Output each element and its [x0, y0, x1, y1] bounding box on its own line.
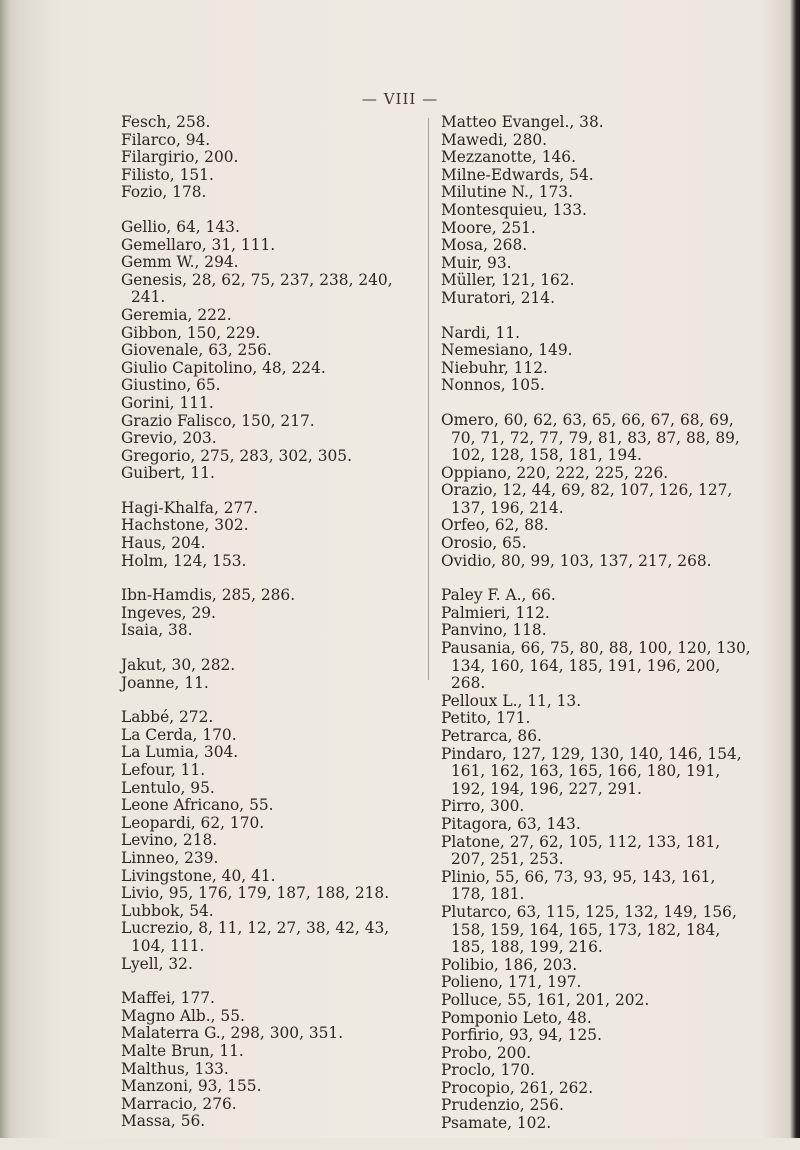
index-entry: Joanne, 11.: [121, 673, 209, 692]
index-entry: Ibn-Hamdis, 285, 286.: [121, 586, 296, 605]
index-entry: Muir, 93.: [441, 253, 512, 272]
index-entry: Filargirio, 200.: [121, 148, 239, 167]
index-entry: Leone Africano, 55.: [121, 796, 274, 815]
index-entry: Leopardi, 62, 170.: [121, 813, 265, 832]
index-entry: Orazio, 12, 44, 69, 82, 107, 126, 127, 137, 196, 214.: [441, 481, 733, 517]
index-entry: Petito, 171.: [441, 709, 531, 728]
index-entry: Mawedi, 280.: [441, 130, 548, 149]
index-entry: Hagi-Khalfa, 277.: [121, 498, 259, 517]
index-entry: Nonnos, 105.: [441, 376, 545, 395]
index-entry: Müller, 121, 162.: [441, 271, 575, 290]
index-entry: Gemm W., 294.: [121, 253, 239, 272]
index-entry: Plinio, 55, 66, 73, 93, 95, 143, 161, 178, 181.: [441, 867, 716, 904]
index-entry: Hachstone, 302.: [121, 516, 249, 535]
index-entry: Psamate, 102.: [441, 1114, 552, 1133]
index-entry: Geremia, 222.: [121, 305, 232, 324]
index-entry: Lyell, 32.: [121, 954, 193, 973]
index-entry: La Cerda, 170.: [121, 725, 237, 744]
index-entry: Manzoni, 93, 155.: [121, 1077, 262, 1096]
index-entry: Jakut, 30, 282.: [121, 656, 236, 675]
index-entry: Grevio, 203.: [121, 429, 217, 448]
index-entry: Oppiano, 220, 222, 225, 226.: [441, 463, 669, 482]
index-entry: Palmieri, 112.: [441, 603, 550, 622]
index-entry: Pindaro, 127, 129, 130, 140, 146, 154, 161, 162, 163, 165, 166, 180, 191, 192, 194, 196, 227, 291.: [441, 744, 742, 798]
index-entry: Nemesiano, 149.: [441, 341, 573, 360]
index-entry: Polibio, 186, 203.: [441, 955, 578, 974]
index-entry: Procopio, 261, 262.: [441, 1078, 594, 1097]
index-entry: Paley F. A., 66.: [441, 586, 556, 605]
index-entry: Livio, 95, 176, 179, 187, 188, 218.: [121, 884, 390, 903]
index-entry: Ingeves, 29.: [121, 603, 216, 622]
index-entry: Pirro, 300.: [441, 797, 525, 816]
index-entry: Polluce, 55, 161, 201, 202.: [441, 990, 650, 1009]
index-entry: Moore, 251.: [441, 218, 536, 237]
index-entry: Labbé, 272.: [121, 708, 214, 727]
index-entry: Malaterra G., 298, 300, 351.: [121, 1024, 344, 1043]
index-entry: Probo, 200.: [441, 1043, 532, 1062]
index-entry: Gorini, 111.: [121, 393, 214, 412]
index-entry: Gellio, 64, 143.: [121, 217, 240, 236]
index-entry: Pitagora, 63, 143.: [441, 814, 581, 833]
index-entry: Giulio Capitolino, 48, 224.: [121, 358, 326, 377]
index-entry: Platone, 27, 62, 105, 112, 133, 181, 207, 251, 253.: [441, 832, 721, 869]
index-entry: Levino, 218.: [121, 831, 218, 850]
letter-group: [121, 587, 421, 640]
index-entry: Gemellaro, 31, 111.: [121, 235, 276, 254]
index-entry: Pelloux L., 11, 13.: [441, 691, 582, 710]
index-entry: Pausania, 66, 75, 80, 88, 100, 120, 130, 134, 160, 164, 185, 191, 196, 200, 268.: [441, 639, 751, 693]
letter-group: [121, 657, 421, 692]
index-entry: Polieno, 171, 197.: [441, 973, 582, 992]
letter-group: [441, 587, 753, 1132]
index-entry: Niebuhr, 112.: [441, 358, 548, 377]
index-entry: Haus, 204.: [121, 534, 206, 553]
index-entry: Orosio, 65.: [441, 534, 527, 553]
index-entry: Omero, 60, 62, 63, 65, 66, 67, 68, 69, 70, 71, 72, 77, 79, 81, 83, 87, 88, 89, 102, 128, 158, 181, 194.: [441, 410, 740, 465]
index-entry: Pomponio Leto, 48.: [441, 1008, 592, 1027]
index-entry: Muratori, 214.: [441, 288, 555, 307]
index-entry: Malte Brun, 11.: [121, 1041, 244, 1060]
index-entry: Montesquieu, 133.: [441, 200, 587, 219]
index-entry: Genesis, 28, 62, 75, 237, 238, 240, 241.: [121, 270, 393, 307]
letter-group: [121, 500, 421, 570]
letter-group: [121, 709, 421, 973]
index-entry: Lucrezio, 8, 11, 12, 27, 38, 42, 43, 104, 111.: [121, 919, 390, 955]
index-entry: Linneo, 239.: [121, 848, 219, 867]
index-entry: Filarco, 94.: [121, 130, 211, 149]
index-entry: Ovidio, 80, 99, 103, 137, 217, 268.: [441, 551, 712, 570]
index-entry: Fesch, 258.: [121, 113, 211, 131]
index-entry: Orfeo, 62, 88.: [441, 516, 549, 535]
index-entry: Mosa, 268.: [441, 236, 528, 255]
index-entry: Marracio, 276.: [121, 1094, 237, 1113]
index-entry: Gregorio, 275, 283, 302, 305.: [121, 446, 352, 465]
page-number: — VIII —: [361, 90, 439, 108]
index-entry: Prudenzio, 256.: [441, 1096, 564, 1115]
letter-group: [121, 114, 421, 202]
index-entry: Milne-Edwards, 54.: [441, 165, 594, 184]
index-column-right: [441, 114, 753, 1150]
index-entry: Maffei, 177.: [121, 989, 215, 1008]
page-edge: [0, 0, 10, 1138]
index-entry: Milutine N., 173.: [441, 183, 573, 202]
index-entry: Mezzanotte, 146.: [441, 148, 576, 167]
index-entry: Fozio, 178.: [121, 183, 207, 202]
index-entry: Porfirio, 93, 94, 125.: [441, 1026, 602, 1045]
letter-group: [121, 219, 421, 483]
index-entry: Holm, 124, 153.: [121, 551, 247, 570]
index-entry: Magno Alb., 55.: [121, 1006, 245, 1025]
index-entry: Guibert, 11.: [121, 464, 215, 483]
column-divider: [428, 118, 429, 680]
index-entry: Isaia, 38.: [121, 621, 193, 640]
index-entry: Petrarca, 86.: [441, 727, 542, 745]
letter-group: [441, 114, 753, 308]
index-entry: Gibbon, 150, 229.: [121, 323, 261, 342]
index-entry: Lentulo, 95.: [121, 778, 215, 797]
index-entry: Plutarco, 63, 115, 125, 132, 149, 156, 158, 159, 164, 165, 173, 182, 184, 185, 188, 199, 216.: [441, 902, 737, 957]
index-entry: Panvino, 118.: [441, 621, 547, 640]
index-entry: Proclo, 170.: [441, 1061, 535, 1080]
index-entry: Massa, 56.: [121, 1112, 206, 1131]
index-entry: La Lumia, 304.: [121, 743, 239, 762]
index-entry: Nardi, 11.: [441, 323, 521, 342]
letter-group: [121, 990, 421, 1131]
letter-group: [441, 325, 753, 395]
index-entry: Matteo Evangel., 38.: [441, 113, 604, 131]
index-entry: Filisto, 151.: [121, 165, 214, 184]
index-entry: Malthus, 133.: [121, 1059, 229, 1078]
index-entry: Livingstone, 40, 41.: [121, 866, 276, 885]
index-entry: Lubbok, 54.: [121, 901, 214, 920]
index-entry: Lefour, 11.: [121, 761, 206, 779]
index-column-left: [121, 114, 421, 1148]
index-entry: Giovenale, 63, 256.: [121, 341, 272, 360]
index-entry: Giustino, 65.: [121, 376, 221, 395]
letter-group: [441, 412, 753, 570]
index-entry: Grazio Falisco, 150, 217.: [121, 411, 315, 430]
